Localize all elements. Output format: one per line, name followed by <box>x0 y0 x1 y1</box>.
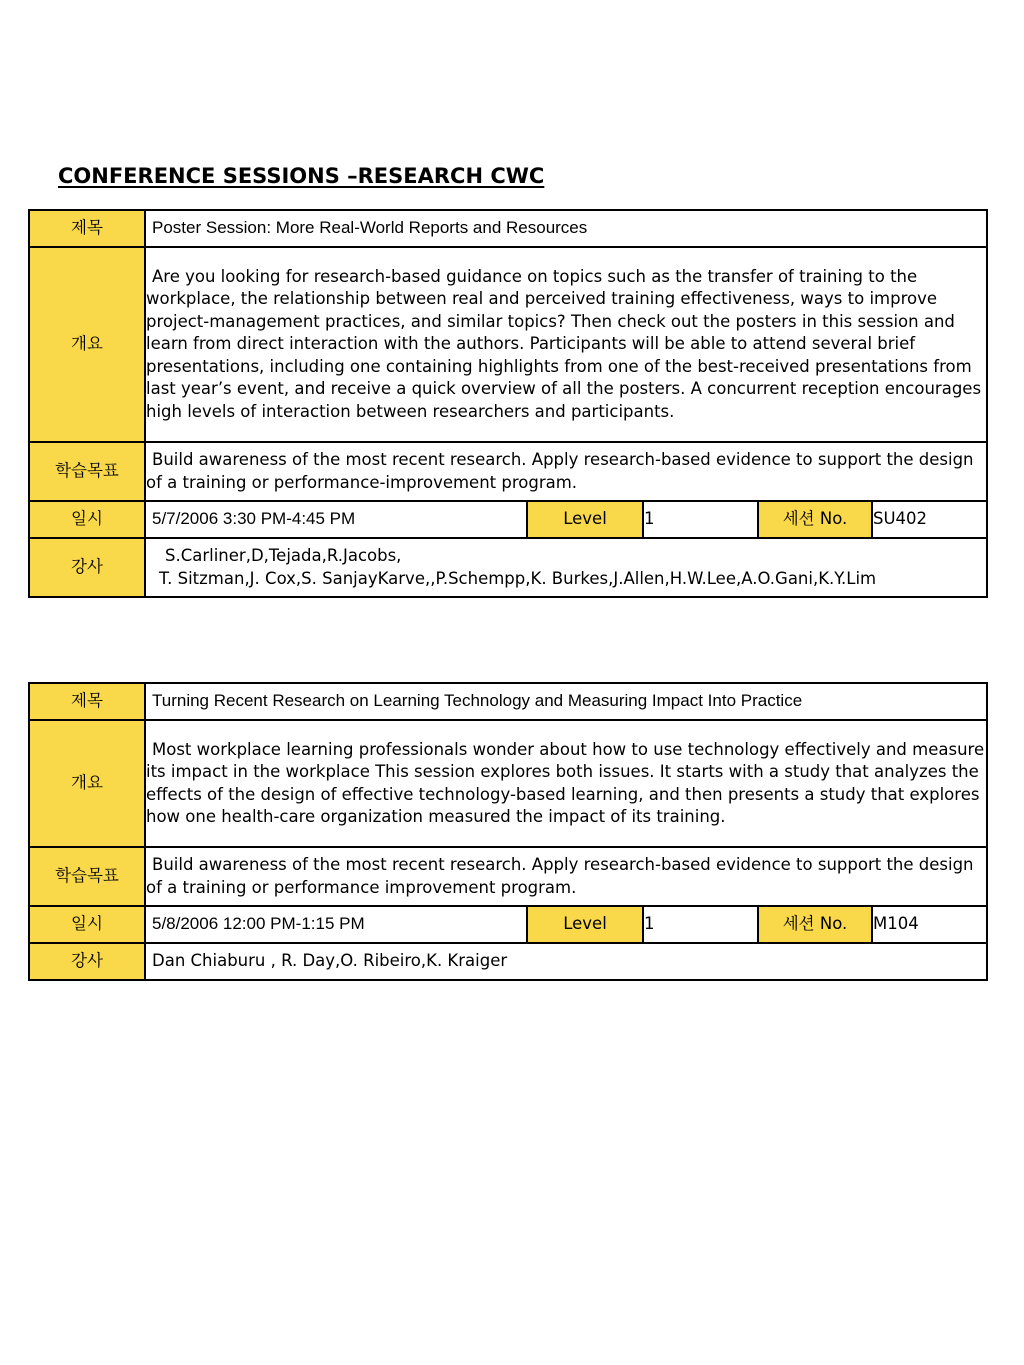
overview-label: 개요 <box>29 720 145 847</box>
overview-text: Are you looking for research-based guidance on topics such as the transfer of training to the workplace, the relationship between real and perceived training effectiveness, ways to improve project-management practices, and similar topics? Then check out the posters in this session and learn from direct interaction with the authors. Participants will be able to attend several brief presentations, including one containing highlights from one of the best-received presentations from last year’s event, and receive a quick overview of all the posters. A concurrent reception encourages high levels of interaction between researchers and participants. <box>146 266 982 421</box>
speakers-label: 강사 <box>29 538 145 597</box>
overview-cell <box>145 720 987 847</box>
objectives-row <box>29 442 987 501</box>
title-row <box>29 210 987 247</box>
session-title-text: Turning Recent Research on Learning Technology and Measuring Impact Into Practice <box>152 691 803 711</box>
objectives-row <box>29 847 987 906</box>
level-value: 1 <box>643 906 758 943</box>
objectives-cell <box>145 442 987 501</box>
speakers-line-1: S.Carliner,D,Tejada,R.Jacobs, <box>165 546 402 565</box>
datetime-row <box>29 501 987 538</box>
session-no-value: M104 <box>872 906 987 943</box>
session-table <box>28 682 988 981</box>
overview-label: 개요 <box>29 247 145 442</box>
datetime-label: 일시 <box>29 501 145 538</box>
speakers-cell <box>145 943 987 980</box>
title-label: 제목 <box>29 683 145 720</box>
datetime-value <box>145 501 527 538</box>
overview-row <box>29 720 987 847</box>
overview-text: Most workplace learning professionals wonder about how to use technology effectively and measure its impact in the workplace This session explores both issues. It starts with a study that analyzes the effects of the design of effective technology-based learning, and then presents a study that explores how one health-care organization measured the impact of its training. <box>146 739 985 826</box>
datetime-row <box>29 906 987 943</box>
objectives-text: Build awareness of the most recent research. Apply research-based evidence to support the design of a training or performance-improvement program. <box>146 450 974 492</box>
datetime-text: 5/7/2006 3:30 PM-4:45 PM <box>152 509 356 529</box>
level-label: Level <box>527 906 643 943</box>
datetime-text: 5/8/2006 12:00 PM-1:15 PM <box>152 914 365 934</box>
speakers-cell <box>145 538 987 597</box>
datetime-value <box>145 906 527 943</box>
speakers-row <box>29 943 987 980</box>
page-title: CONFERENCE SESSIONS –RESEARCH CWC <box>58 164 545 188</box>
speakers-line-1: Dan Chiaburu , R. Day,O. Ribeiro,K. Kraiger <box>152 951 508 971</box>
level-label: Level <box>527 501 643 538</box>
session-title <box>145 210 987 247</box>
session-title <box>145 683 987 720</box>
level-value: 1 <box>643 501 758 538</box>
objectives-label: 학습목표 <box>29 442 145 501</box>
speakers-row <box>29 538 987 597</box>
objectives-cell <box>145 847 987 906</box>
session-title-text: Poster Session: More Real-World Reports and Resources <box>152 218 588 238</box>
overview-row <box>29 247 987 442</box>
session-no-label: 세션 No. <box>758 906 872 943</box>
session-no-label: 세션 No. <box>758 501 872 538</box>
objectives-text: Build awareness of the most recent research. Apply research-based evidence to support the design of a training or performance improvement program. <box>146 855 974 897</box>
title-label: 제목 <box>29 210 145 247</box>
speakers-line-2: T. Sitzman,J. Cox,S. SanjayKarve,,P.Schempp,K. Burkes,J.Allen,H.W.Lee,A.O.Gani,K.Y.Lim <box>159 568 877 588</box>
datetime-label: 일시 <box>29 906 145 943</box>
session-table <box>28 209 988 598</box>
title-row <box>29 683 987 720</box>
objectives-label: 학습목표 <box>29 847 145 906</box>
overview-cell <box>145 247 987 442</box>
session-no-value: SU402 <box>872 501 987 538</box>
speakers-label: 강사 <box>29 943 145 980</box>
